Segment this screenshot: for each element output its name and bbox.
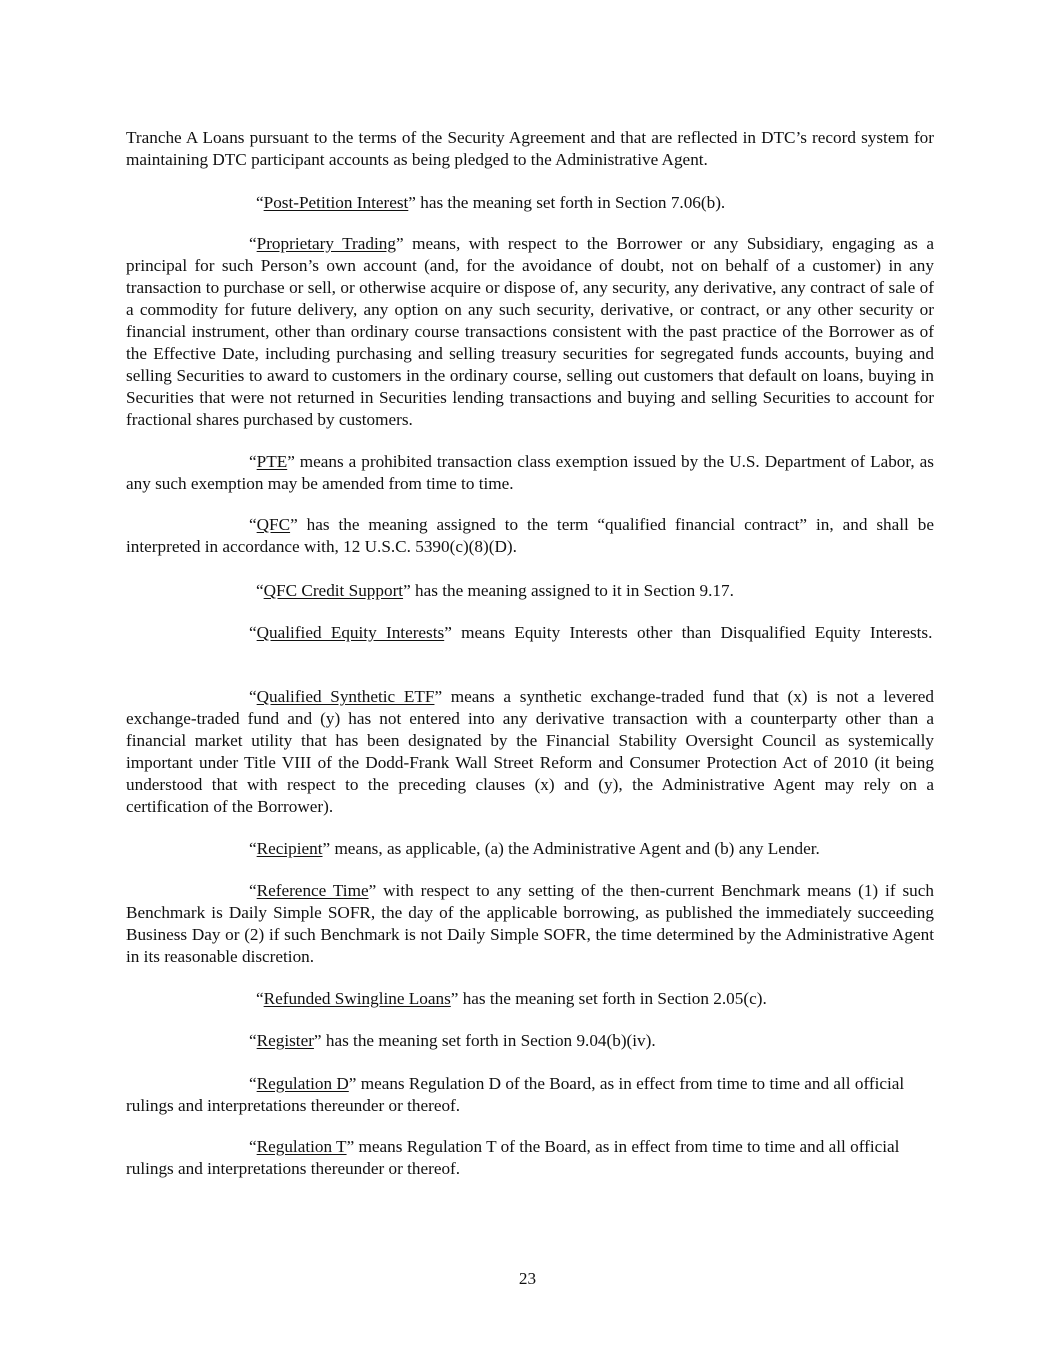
defined-term: QFC Credit Support bbox=[263, 581, 404, 600]
definition-pte: “PTE” means a prohibited transaction class exemption issued by the U.S. Department of Labor, as any such exemption may be amended from time to time. bbox=[126, 452, 934, 493]
definition-qfc-credit-support: “QFC Credit Support” has the meaning assigned to it in Section 9.17. bbox=[256, 581, 734, 600]
defined-term: Qualified Equity Interests bbox=[256, 623, 445, 642]
defined-term: Reference Time bbox=[256, 881, 369, 900]
defined-term: Post-Petition Interest bbox=[263, 193, 409, 212]
definition-text: ” has the meaning set forth in Section 2.05(c). bbox=[450, 989, 767, 1008]
definition-regulation-t: “Regulation T” means Regulation T of the Board, as in effect from time to time and all official rulings and interpretations thereunder or thereof. bbox=[126, 1137, 900, 1178]
definition-post-petition-interest: “Post-Petition Interest” has the meaning set forth in Section 7.06(b). bbox=[256, 193, 726, 212]
definition-text: ” means, as applicable, (a) the Administrative Agent and (b) any Lender. bbox=[322, 839, 820, 858]
defined-term: Refunded Swingline Loans bbox=[263, 989, 451, 1008]
defined-term: Qualified Synthetic ETF bbox=[256, 687, 435, 706]
defined-term: Recipient bbox=[256, 839, 323, 858]
definition-text: ” means Regulation T of the Board, as in effect from time to time and all official rulings and interpretations thereunder or thereof. bbox=[126, 1137, 900, 1178]
defined-term: PTE bbox=[256, 452, 288, 471]
definition-proprietary-trading: “Proprietary Trading” means, with respect to the Borrower or any Subsidiary, engaging as a principal for such Person’s own account (and, for the avoidance of doubt, not on behalf of a customer) in any transaction to purchase or sell, or otherwise acquire or dispose of, any security, any derivative, any contract of sale of a commodity for future delivery, any option on any such security, derivative, or contract, or any other security or financial instrument, other than ordinary course transactions consistent with the past practice of the Borrower as of the Effective Date, including purchasing and selling treasury securities for segregated funds accounts, buying and selling Securities to award to customers in the ordinary course, selling out customers that default on loans, buying in Securities that were not returned in Securities lending transactions and buying and selling Securities to account for fractional shares purchased by customers. bbox=[126, 234, 934, 429]
opening-paragraph bbox=[126, 127, 934, 171]
definition-qfc: “QFC” has the meaning assigned to the term “qualified financial contract” in, and shall be interpreted in accordance with, 12 U.S.C. 5390(c)(8)(D). bbox=[126, 515, 934, 556]
defined-term: Proprietary Trading bbox=[256, 234, 396, 253]
opening-text: Tranche A Loans pursuant to the terms of the Security Agreement and that are reflected in DTC’s record system for maintaining DTC participant accounts as being pledged to the Administrative Agent. bbox=[126, 128, 934, 169]
definition-text: ” means a prohibited transaction class exemption issued by the U.S. Department of Labor, as any such exemption may be amended from time to time. bbox=[126, 452, 934, 493]
page-number: 23 bbox=[518, 1269, 537, 1288]
definition-text: ” means Regulation D of the Board, as in effect from time to time and all official rulings and interpretations thereunder or thereof. bbox=[126, 1074, 905, 1115]
definition-qualified-synthetic-etf: “Qualified Synthetic ETF” means a synthetic exchange-traded fund that (x) is not a levered exchange-traded fund and (y) has not entered into any derivative transaction with a counterparty other than a financial market utility that has been designated by the Financial Stability Oversight Council as systemically important under Title VIII of the Dodd-Frank Wall Street Reform and Consumer Protection Act of 2010 (it being understood that with respect to the preceding clauses (x) and (y), the Administrative Agent may rely on a certification of the Borrower). bbox=[126, 687, 934, 816]
definition-text: ” means Equity Interests other than Disqualified Equity Interests. bbox=[444, 623, 933, 642]
definition-reference-time: “Reference Time” with respect to any setting of the then-current Benchmark means (1) if such Benchmark is Daily Simple SOFR, the day of the applicable borrowing, as published the immediately succeeding Business Day or (2) if such Benchmark is not Daily Simple SOFR, the time determined by the Administrative Agent in its reasonable discretion. bbox=[126, 881, 934, 966]
definition-regulation-d: “Regulation D” means Regulation D of the Board, as in effect from time to time and all official rulings and interpretations thereunder or thereof. bbox=[126, 1074, 905, 1115]
definition-text: ” has the meaning assigned to it in Section 9.17. bbox=[403, 581, 734, 600]
defined-term: Register bbox=[256, 1031, 314, 1050]
definition-text: ” has the meaning set forth in Section 9.04(b)(iv). bbox=[313, 1031, 656, 1050]
definition-text: ” means a synthetic exchange-traded fund that (x) is not a levered exchange-traded fund and (y) has not entered into any derivative transaction with a counterparty other than a financial market utility that has been designated by the Financial Stability Oversight Council as systemically important under Title VIII of the Dodd-Frank Wall Street Reform and Consumer Protection Act of 2010 (it being understood that with respect to the preceding clauses (x) and (y), the Administrative Agent may rely on a certification of the Borrower). bbox=[126, 687, 934, 816]
definition-text: ” has the meaning assigned to the term “qualified financial contract” in, and shall be interpreted in accordance with, 12 U.S.C. 5390(c)(8)(D). bbox=[126, 515, 934, 556]
definition-qualified-equity-interests: “Qualified Equity Interests” means Equity Interests other than Disqualified Equity Interests. bbox=[249, 623, 933, 642]
defined-term: Regulation T bbox=[256, 1137, 347, 1156]
definition-text: ” means, with respect to the Borrower or any Subsidiary, engaging as a principal for such Person’s own account (and, for the avoidance of doubt, not on behalf of a customer) in any transaction to purchase or sell, or otherwise acquire or dispose of, any security, any derivative, any contract of sale of a commodity for future delivery, any option on any such security, derivative, or contract, or any other security or financial instrument, other than ordinary course transactions consistent with the past practice of the Borrower as of the Effective Date, including purchasing and selling treasury securities for segregated funds accounts, buying and selling Securities to award to customers in the ordinary course, selling out customers that default on loans, buying in Securities that were not returned in Securities lending transactions and buying and selling Securities to account for fractional shares purchased by customers. bbox=[126, 234, 934, 429]
definition-register: “Register” has the meaning set forth in Section 9.04(b)(iv). bbox=[249, 1031, 656, 1050]
definition-recipient: “Recipient” means, as applicable, (a) the Administrative Agent and (b) any Lender. bbox=[249, 839, 820, 858]
definition-text: ” has the meaning set forth in Section 7.06(b). bbox=[408, 193, 726, 212]
definition-text: ” with respect to any setting of the then-current Benchmark means (1) if such Benchmark is Daily Simple SOFR, the day of the applicable borrowing, as published the immediately succeeding Business Day or (2) if such Benchmark is not Daily Simple SOFR, the time determined by the Administrative Agent in its reasonable discretion. bbox=[126, 881, 934, 966]
defined-term: QFC bbox=[256, 515, 291, 534]
definition-refunded-swingline-loans: “Refunded Swingline Loans” has the meaning set forth in Section 2.05(c). bbox=[256, 989, 767, 1008]
defined-term: Regulation D bbox=[256, 1074, 349, 1093]
